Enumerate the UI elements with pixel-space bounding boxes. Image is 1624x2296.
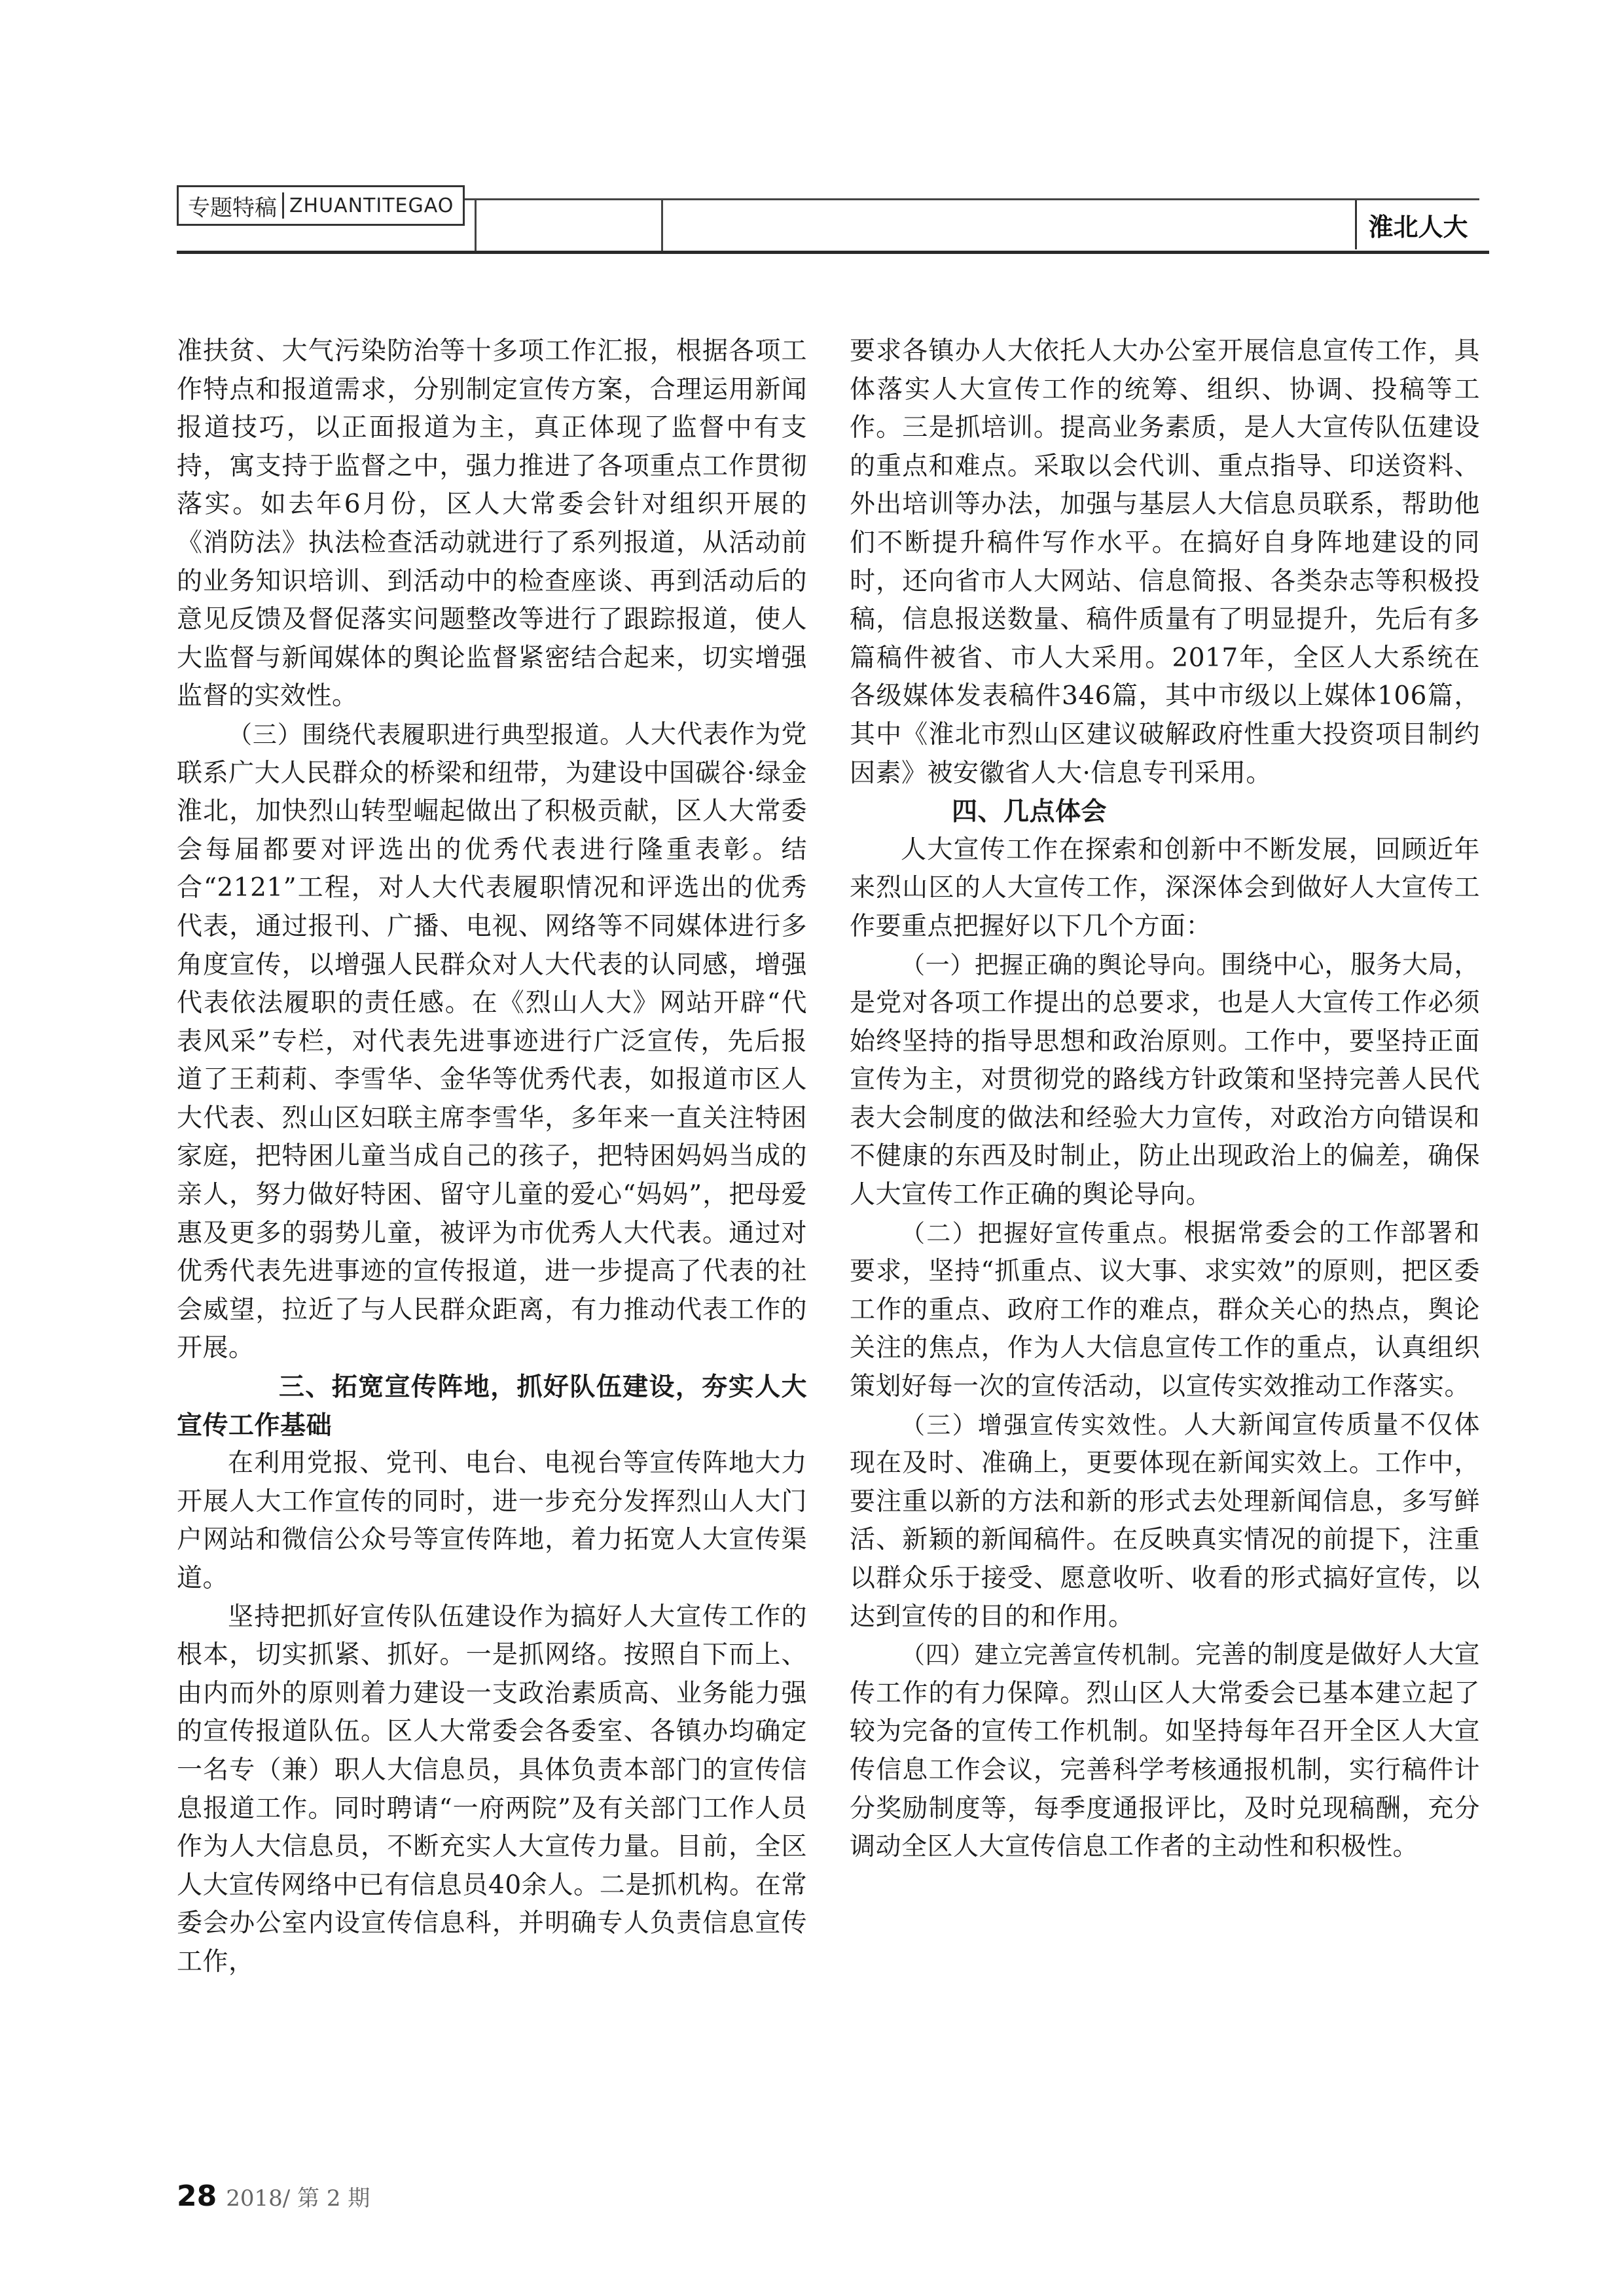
left-column (177, 332, 807, 1982)
header-divider (475, 198, 477, 251)
issue-label: 2018/ 第 2 期 (226, 2185, 370, 2212)
paragraph: 坚持把抓好宣传队伍建设作为搞好人大宣传工作的根本，切实抓紧、抓好。一是抓网络。按照自下而上、由内而外的原则着力建设一支政治素质高、业务能力强的宣传报道队伍。区人大常委会各委室、各镇办均确定一名专（兼）职人大信息员，具体负责本部门的宣传信息报道工作。同时聘请“一府两院”及有关部门工作人员作为人大信息员，不断充实人大宣传力量。目前，全区人大宣传网络中已有信息员40余人。二是抓机构。在常委会办公室内设宣传信息科，并明确专人负责信息宣传工作， (177, 1602, 807, 1977)
section-label (177, 185, 465, 226)
page-header (177, 185, 1486, 254)
paragraph (850, 1407, 1480, 1637)
right-column (850, 332, 1480, 1867)
subheading: （四）建立完善宣传机制。 (901, 1641, 1196, 1670)
section-label-separator (282, 192, 284, 219)
paragraph: 人大宣传工作在探索和创新中不断发展，回顾近年来烈山区的人大宣传工作，深深体会到做好人大宣传工作要重点把握好以下几个方面： (850, 834, 1480, 941)
page-number: 28 (177, 2179, 217, 2213)
publication-brand: 淮北人大 (1355, 200, 1479, 249)
paragraph: 在利用党报、党刊、电台、电视台等宣传阵地大力开展人大工作宣传的同时，进一步充分发挥烈山人大门户网站和微信公众号等宣传阵地，着力拓宽人大宣传渠道。 (177, 1448, 807, 1593)
section-heading: 三、拓宽宣传阵地，抓好队伍建设，夯实人大宣传工作基础 (177, 1372, 807, 1441)
subheading: （三）围绕代表履职进行典型报道。 (228, 720, 625, 749)
paragraph (177, 716, 807, 1368)
paragraph: 准扶贫、大气污染防治等十多项工作汇报，根据各项工作特点和报道需求，分别制定宣传方案，合理运用新闻报道技巧，以正面报道为主，真正体现了监督中有支持，寓支持于监督之中，强力推进了各项重点工作贯彻落实。如去年6月份，区人大常委会针对组织开展的《消防法》执法检查活动就进行了系列报道，从活动前的业务知识培训、到活动中的检查座谈、再到活动后的意见反馈及督促落实问题整改等进行了跟踪报道，使人大监督与新闻媒体的舆论监督紧密结合起来，切实增强监督的实效性。 (177, 336, 807, 711)
paragraph-text: 围绕中心，服务大局，是党对各项工作提出的总要求，也是人大宣传工作必须始终坚持的指导思想和政治原则。工作中，要坚持正面宣传为主，对贯彻党的路线方针政策和坚持完善人民代表大会制度的做法和经验大力宣传，对政治方向错误和不健康的东西及时制止，防止出现政治上的偏差，确保人大宣传工作正确的舆论导向。 (850, 950, 1480, 1210)
section-label-cn: 专题特稿 (188, 194, 277, 221)
header-divider (661, 198, 663, 251)
subheading: （二）把握好宣传重点。 (901, 1219, 1184, 1247)
paragraph (850, 1215, 1480, 1407)
header-bottom-rule (177, 251, 1489, 254)
section-label-en: ZHUANTITEGAO (289, 194, 454, 217)
paragraph-text: 人大新闻宣传质量不仅体现在及时、准确上，更要体现在新闻实效上。工作中，要注重以新的方法和新的形式去处理新闻信息，多写鲜活、新颖的新闻稿件。在反映真实情况的前提下，注重以群众乐于接受、愿意收听、收看的形式搞好宣传，以达到宣传的目的和作用。 (850, 1410, 1480, 1632)
section-heading: 四、几点体会 (952, 797, 1108, 827)
page-footer (177, 2179, 370, 2213)
paragraph: 要求各镇办人大依托人大办公室开展信息宣传工作，具体落实人大宣传工作的统筹、组织、协调、投稿等工作。三是抓培训。提高业务素质，是人大宣传队伍建设的重点和难点。采取以会代训、重点指导、印送资料、外出培训等办法，加强与基层人大信息员联系，帮助他们不断提升稿件写作水平。在搞好自身阵地建设的同时，还向省市人大网站、信息简报、各类杂志等积极投稿，信息报送数量、稿件质量有了明显提升，先后有多篇稿件被省、市人大采用。2017年，全区人大系统在各级媒体发表稿件346篇，其中市级以上媒体106篇，其中《淮北市烈山区建议破解政府性重大投资项目制约因素》被安徽省人大·信息专刊采用。 (850, 336, 1480, 788)
paragraph (850, 1636, 1480, 1867)
paragraph-text: 完善的制度是做好人大宣传工作的有力保障。烈山区人大常委会已基本建立起了较为完备的宣传工作机制。如坚持每年召开全区人大宣传信息工作会议，完善科学考核通报机制，实行稿件计分奖励制度等，每季度通报评比，及时兑现稿酬，充分调动全区人大宣传信息工作者的主动性和积极性。 (850, 1640, 1480, 1862)
subheading: （一）把握正确的舆论导向。 (901, 950, 1221, 979)
paragraph-text: 根据常委会的工作部署和要求，坚持“抓重点、议大事、求实效”的原则，把区委工作的重点、政府工作的难点，群众关心的热点，舆论关注的焦点，作为人大信息宣传工作的重点，认真组织策划好每一次的宣传活动，以宣传实效推动工作落实。 (850, 1218, 1480, 1402)
subheading: （三）增强宣传实效性。 (901, 1410, 1184, 1439)
paragraph (850, 946, 1480, 1215)
paragraph-text: 人大代表作为党联系广大人民群众的桥梁和纽带，为建设中国碳谷·绿金淮北，加快烈山转型崛起做出了积极贡献，区人大常委会每届都要对评选出的优秀代表进行隆重表彰。结合“2121”工程，对人大代表履职情况和评选出的优秀代表，通过报刊、广播、电视、网络等不同媒体进行多角度宣传，以增强人民群众对人大代表的认同感，增强代表依法履职的责任感。在《烈山人大》网站开辟“代表风采”专栏，对代表先进事迹进行广泛宣传，先后报道了王莉莉、李雪华、金华等优秀代表，如报道市区人大代表、烈山区妇联主席李雪华，多年来一直关注特困家庭，把特困儿童当成自己的孩子，把特困妈妈当成的亲人，努力做好特困、留守儿童的爱心“妈妈”，把母爱惠及更多的弱势儿童，被评为市优秀人大代表。通过对优秀代表先进事迹的宣传报道，进一步提高了代表的社会威望，拉近了与人民群众距离，有力推动代表工作的开展。 (177, 719, 807, 1363)
